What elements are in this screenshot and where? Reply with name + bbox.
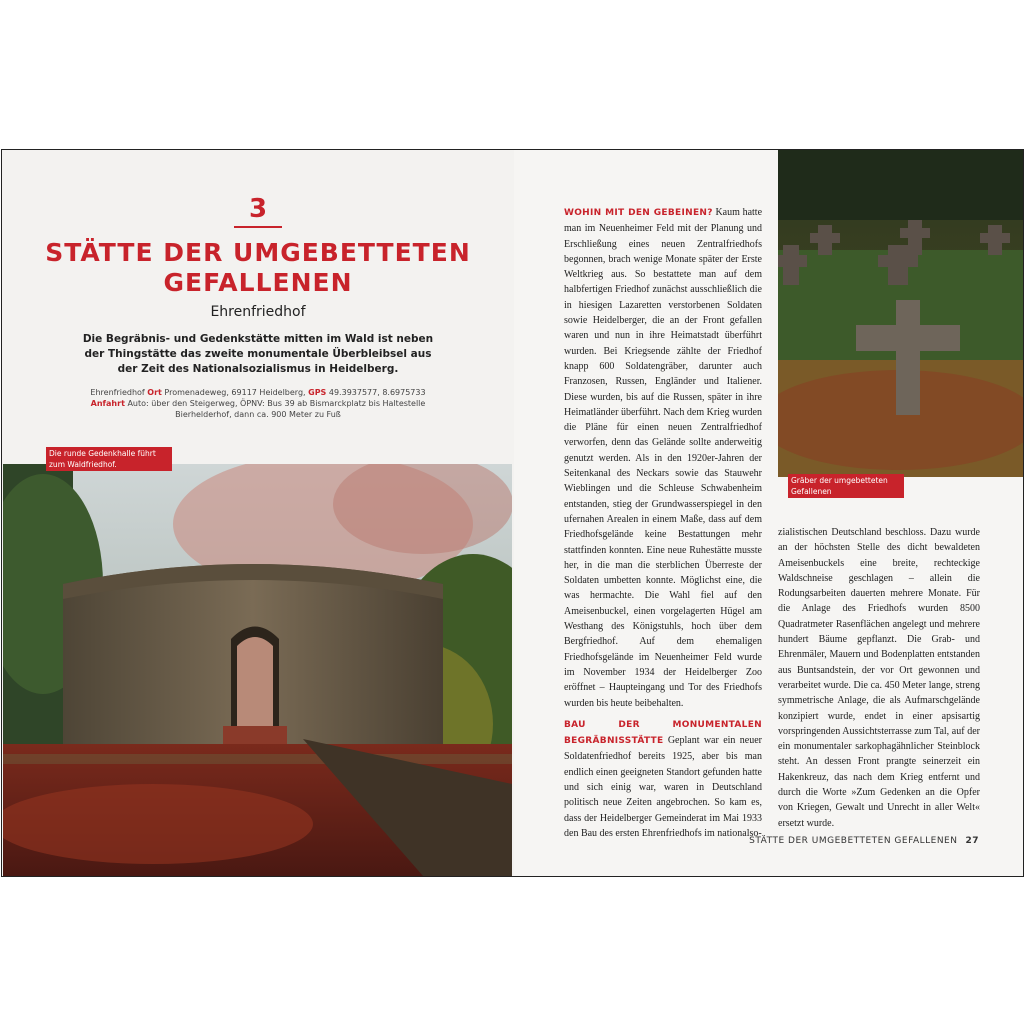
paragraph-1 xyxy=(564,205,762,711)
section-heading-2: BAU DER MONUMENTALEN BEGRÄBNISSTÄTTE xyxy=(564,719,762,747)
info-gps-label: GPS xyxy=(308,388,327,397)
info-box xyxy=(82,387,434,420)
text-column-2 xyxy=(778,525,980,831)
left-photo-caption: Die runde Gedenkhalle führt zum Waldfriedhof. xyxy=(46,447,172,471)
paragraph-1-text: Kaum hatte man im Neuenheimer Feld mit der Planung und Erschließung eines neuen Zentralfriedhofs begonnen, brach wenige Monate später der Erste Weltkrieg aus. So bestattete man auf dem halbfertigen Friedhof zunächst ausschließlich die in hiesigen Lazaretten verstorbenen Soldaten sowie Heidelberger, die an der Front gefallen waren und nun in ihre Heimatstadt überführt wurden. Bei Kriegsende zählte der Friedhof knapp 600 Soldatengräber, darunter auch Franzosen, Russen, Engländer und Italiener. Diese wurden, bis auf die Russen, später in ihre Heimatländer überführt. Nach dem Krieg wurden die Pläne für einen neuen Zentralfriedhof verworfen, denn das Gelände sollte anderweitig genutzt werden. Als in den 1920er-Jahren der Seitenkanal des Neckars sowie das Stauwehr Wieblingen und die Schleuse Schwabenheim entstanden, stieg der Grundwasserspiegel in den ufernahen Arealen in einem Maße, dass auf dem Friedhofsgelände keine Bestattungen mehr stattfinden konnten. Eine neue Ruhestätte musste her, in die man die sterblichen Überreste der Soldaten umbetten konnte. Möglichst eine, die was hermachte. Die Wahl fiel auf den Ameisenbuckel, einen vorgelagerten Hügel am Westhang des Königstuhls, hoch über dem Bergfriedhof. Auf dem ehemaligen Friedhofsgelände im Neuenheimer Feld wurde im November 1934 der Heidelberger Zoo eröffnet – Haupteingang und Tor des Friedhofs wurden bis heute beibehalten. xyxy=(564,207,763,709)
text-column-1 xyxy=(564,205,762,841)
info-gps-value: 49.3937577, 8.6975733 xyxy=(328,388,426,397)
info-anfahrt-label: Anfahrt xyxy=(90,399,125,408)
info-ort-value: Promenadeweg, 69117 Heidelberg, xyxy=(164,388,306,397)
paragraph-2 xyxy=(564,717,762,841)
intro-text: Die Begräbnis- und Gedenkstätte mitten im Wald ist neben der Thingstätte das zweite monumentale Überbleibsel aus der Zeit des Nationalsozialismus in Heidelberg. xyxy=(82,333,434,375)
memorial-hall-photo xyxy=(3,464,512,876)
title-line-1: STÄTTE DER UMGEBETTETEN xyxy=(45,238,471,267)
paragraph-3: zialistischen Deutschland beschloss. Dazu wurde an der höchsten Stelle des dicht bewaldeten Ameisenbuckels eine breite, rechteckige Waldschneise geschlagen – allein die Rodungsarbeiten dauerten mehrere Monate. Für die Anlage des Friedhofs wurden 8500 Quadratmeter Rasenflächen angelegt und mehrere hundert Bäume gepflanzt. Die Grab- und Ehrenmäler, Mauern und Bodenplatten entstanden aus Buntsandstein, der vor Ort gewonnen und verarbeitet wurde. Die ca. 450 Meter lange, streng symmetrische Anlage, die als Aufmarschgelände konzipiert wurde, endet in einer apsisartig vorspringenden Aussichtsterrasse zum Tal, auf der ein monumentaler sarkophagähnlicher Steinblock steht. An dessen Front prangte seinerzeit ein Hakenkreuz, das nach dem Krieg entfernt und durch die Worte »Zum Gedenken an die Opfer von Kriegen, Gewalt und Unrecht in aller Welt« ersetzt wurde. xyxy=(778,527,980,829)
graves-photo xyxy=(778,150,1023,477)
section-heading-1: WOHIN MIT DEN GEBEINEN? xyxy=(564,208,713,218)
page-number: 27 xyxy=(965,836,979,846)
left-page xyxy=(2,150,514,876)
chapter-rule xyxy=(234,226,282,228)
page-title xyxy=(22,238,494,298)
title-line-2: GEFALLENEN xyxy=(163,268,353,297)
right-photo-caption: Gräber der umgebetteten Gefallenen xyxy=(788,474,904,498)
book-spread xyxy=(1,149,1024,877)
info-anfahrt-value: Auto: über den Steigerweg, ÖPNV: Bus 39 ab Bismarckplatz bis Haltestelle Bierhelderhof, dann ca. 900 Meter zu Fuß xyxy=(127,399,426,419)
paragraph-2-text: Geplant war ein neuer Soldatenfriedhof bereits 1925, aber bis man endlich einen geeigneten Standort gefunden hatte und sich einig war, waren in Deutschland politisch neue Zeiten angebrochen. So kam es, dass der Heidelberger Gemeinderat im Mai 1933 den Bau des ersten Ehrenfriedhofs im nationalso- xyxy=(564,735,762,839)
subtitle: Ehrenfriedhof xyxy=(210,304,306,320)
chapter-number: 3 xyxy=(248,194,268,224)
running-footer xyxy=(749,836,979,846)
info-name: Ehrenfriedhof xyxy=(90,388,145,397)
info-ort-label: Ort xyxy=(147,388,162,397)
footer-title: STÄTTE DER UMGEBETTETEN GEFALLENEN xyxy=(749,836,958,846)
